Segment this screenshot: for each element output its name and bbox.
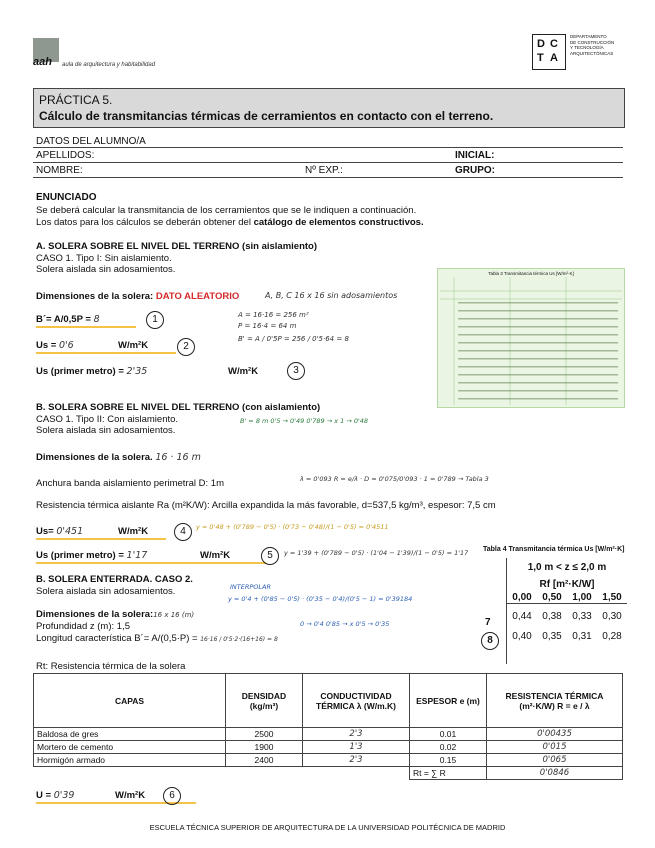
anchura-text: Anchura banda aislamiento perimetral D: 1m (36, 478, 224, 489)
tabla4-row-8: 8 (481, 632, 499, 650)
calc-b-a: B' = 8 m 0'5 → 0'49 0'789 → x 1 → 0'48 (240, 417, 369, 425)
us-b-unit: W/m²K (118, 526, 149, 537)
nexp-label: Nº EXP.: (305, 165, 343, 176)
answer-1-marker: 1 (146, 311, 164, 329)
tabla4-title: Tabla 4 Transmitancia térmica Us [W/m²·K] (483, 546, 625, 553)
section-a-caso: CASO 1. Tipo I: Sin aislamiento. (36, 253, 172, 264)
section-c-sub: Solera aislada sin adosamientos. (36, 586, 176, 597)
title-box (33, 88, 625, 128)
practice-title: Cálculo de transmitancias térmicas de cerramientos en contacto con el terreno. (39, 109, 494, 123)
calc-a-3: B' = A / 0'5P = 256 / 0'5·64 = 8 (238, 335, 349, 343)
calc-b-b: y = 0'48 + (0'789 − 0'5) · (0'73 − 0'48)/(1 − 0'5) = 0'4511 (196, 523, 389, 531)
u-final-unit: W/m²K (115, 790, 146, 801)
enunciado-heading: ENUNCIADO (36, 192, 97, 203)
enunciado-p2: Los datos para los cálculos se deberán obtener del catálogo de elementos constructivos. (36, 217, 424, 228)
answer-3-marker: 3 (287, 362, 305, 380)
apellidos-label: APELLIDOS: (36, 150, 95, 161)
interp-calc: y = 0'4 + (0'85 − 0'5) · (0'35 − 0'4)/(0'5 − 1) = 0'39184 (228, 595, 413, 603)
section-b-sub: Solera aislada sin adosamientos. (36, 425, 176, 436)
tabla4: 1,0 m < z ≤ 2,0 m Rf [m²·K/W] 0,00 0,50 1,00 1,50 0,44 0,38 0,33 0,30 0,40 0,35 0,31 0,28 (506, 558, 627, 664)
section-c-dims: Dimensiones de la solera:16 x 16 (m) (36, 609, 195, 620)
tabla3-image: Tabla 3 Transmitancia térmica Us [W/m²·K] (437, 268, 625, 408)
answer-4-marker: 4 (174, 523, 192, 541)
logo-text: aah (33, 56, 52, 68)
section-b-title: B. SOLERA SOBRE EL NIVEL DEL TERRENO (con aislamiento) (36, 402, 321, 413)
section-a-dims-hw: A, B, C 16 x 16 sin adosamientos (265, 291, 398, 300)
rt-label: Rt: Resistencia térmica de la solera (36, 661, 186, 672)
section-b-caso: CASO 1. Tipo II: Con aislamiento. (36, 414, 179, 425)
aah-logo (33, 38, 59, 68)
answer-6-marker: 6 (163, 787, 181, 805)
section-a-title: A. SOLERA SOBRE EL NIVEL DEL TERRENO (sin aislamiento) (36, 241, 318, 252)
student-heading: DATOS DEL ALUMNO/A (36, 136, 146, 147)
grupo-label: GRUPO: (455, 165, 495, 176)
section-a-dims: Dimensiones de la solera: DATO ALEATORIO (36, 291, 240, 302)
logo-subtitle: aula de arquitectura y habitabilidad (62, 62, 156, 68)
practice-number: PRÁCTICA 5. (39, 93, 113, 107)
us-label: Us = 0'6 (36, 340, 74, 351)
dcta-text: DEPARTAMENTO DE CONSTRUCCIÓN Y TECNOLOGÍA ARQUITECTÓNICAS (570, 34, 615, 56)
footer: ESCUELA TÉCNICA SUPERIOR DE ARQUITECTURA DE LA UNIVERSIDAD POLITÉCNICA DE MADRID (149, 823, 506, 832)
table-row: Hormigón armado 2400 2'3 0.15 0'065 (34, 754, 623, 767)
table-row: Mortero de cemento 1900 1'3 0.02 0'015 (34, 741, 623, 754)
us1-b-unit: W/m²K (200, 550, 231, 561)
us1-b-label: Us (primer metro) = 1'17 (36, 550, 148, 561)
us-b-label: Us= 0'451 (36, 526, 84, 537)
u-final-label: U = 0'39 (36, 790, 75, 801)
section-b-dims: Dimensiones de la solera. 16 · 16 m (36, 452, 201, 463)
calc-b-c: y = 1'39 + (0'789 − 0'5) · (1'04 − 1'39)/(1 − 0'5) = 1'17 (284, 549, 469, 557)
us-unit: W/m²K (118, 340, 149, 351)
profundidad: Profundidad z (m): 1,5 (36, 621, 130, 632)
table-row: Baldosa de gres 2500 2'3 0.01 0'00435 (34, 728, 623, 741)
answer-5-marker: 5 (261, 547, 279, 565)
nombre-label: NOMBRE: (36, 165, 83, 176)
tabla4-row-7: 7 (485, 617, 491, 628)
enunciado-p1: Se deberá calcular la transmitancia de los cerramientos que se le indiquen a continuación. (36, 205, 417, 216)
us1-unit: W/m²K (228, 366, 259, 377)
section-c-title: B. SOLERA ENTERRADA. CASO 2. (36, 574, 193, 585)
section-a-sub: Solera aislada sin adosamientos. (36, 264, 176, 275)
ra-calc: λ = 0'093 R = e/λ · D = 0'075/0'093 · 1 = 0'789 → Tabla 3 (300, 475, 489, 483)
interp-steps: 0 → 0'4 0'85 → x 0'5 → 0'35 (300, 620, 390, 628)
interp-label: INTERPOLAR (230, 583, 271, 591)
us1-label: Us (primer metro) = 2'35 (36, 366, 148, 377)
long-caract: Longitud característica B´= A/(0,5·P) = 16·16 / 0'5·2·(16+16) = 8 (36, 633, 278, 644)
dcta-logo: D C T A (532, 34, 566, 70)
calc-a-1: A = 16·16 = 256 m² (238, 311, 309, 319)
calc-a-2: P = 16·4 = 64 m (238, 322, 297, 330)
b-prime-label: B´= A/0,5P = 8 (36, 314, 100, 325)
rt-table: CAPAS DENSIDAD (kg/m³) CONDUCTIVIDAD TÉRMICA λ (W/m.K) ESPESOR e (m) RESISTENCIA TÉRMICA (m²·K/W) R = e / λ Baldosa de gres 2500 2'3 0.01 0'00435 Mortero de cemento 1900 1'3 0.02 0'015 Hormigón armado 2400 2'3 0.15 0'065 Rt = ∑ R 0'0846 (33, 673, 623, 780)
answer-2-marker: 2 (177, 338, 195, 356)
ra-text: Resistencia térmica aislante Ra (m²K/W): Arcilla expandida la más favorable, d=537,5 kg/m³, espesor: 7,5 cm (36, 500, 496, 511)
inicial-label: INICIAL: (455, 150, 495, 161)
